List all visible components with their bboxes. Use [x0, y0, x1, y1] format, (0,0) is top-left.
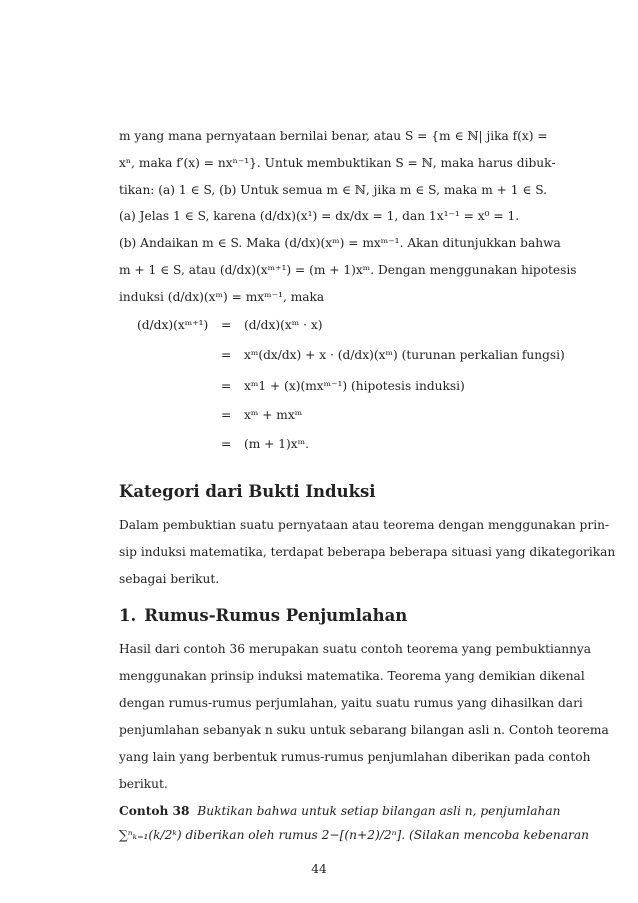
- subsection-line-1: Hasil dari contoh 36 merupakan suatu contoh teorema yang pembuktiannya: [119, 642, 592, 656]
- subsection-heading: [119, 606, 407, 625]
- derivation-step-1: (d/dx)(xᵐ · x): [244, 318, 323, 332]
- section-line-1: Dalam pembuktian suatu pernyataan atau teorema dengan menggunakan prin-: [119, 518, 610, 532]
- derivation-lhs: (d/dx)(xᵐ⁺¹): [137, 318, 209, 332]
- intro-line-3: tikan: (a) 1 ∈ S, (b) Untuk semua m ∈ ℕ, jika m ∈ S, maka m + 1 ∈ S.: [119, 183, 548, 197]
- example-statement: Buktikan bahwa untuk setiap bilangan asli n, penjumlahan: [197, 804, 561, 818]
- subsection-line-6: berikut.: [119, 777, 168, 791]
- subsection-number: 1.: [119, 606, 137, 625]
- subsection-line-2: menggunakan prinsip induksi matematika. Teorema yang demikian dikenal: [119, 669, 585, 683]
- derivation-step-2: xᵐ(dx/dx) + x · (d/dx)(xᵐ) (turunan perkalian fungsi): [244, 348, 565, 362]
- derivation-equals-2: =: [221, 348, 232, 362]
- subsection-line-3: dengan rumus-rumus perjumlahan, yaitu suatu rumus yang dihasilkan dari: [119, 696, 583, 710]
- subsection-title: Rumus-Rumus Penjumlahan: [144, 606, 408, 625]
- example-line-1: [119, 803, 561, 819]
- example-label: Contoh 38: [119, 804, 190, 818]
- intro-line-5: (b) Andaikan m ∈ S. Maka (d/dx)(xᵐ) = mxᵐ⁻¹. Akan ditunjukkan bahwa: [119, 236, 561, 250]
- derivation-step-4: xᵐ + mxᵐ: [244, 408, 303, 422]
- derivation-step-3: xᵐ1 + (x)(mxᵐ⁻¹) (hipotesis induksi): [244, 379, 465, 393]
- derivation-equals-5: =: [221, 437, 232, 451]
- intro-line-2: xⁿ, maka f′(x) = nxⁿ⁻¹}. Untuk membuktikan S = ℕ, maka harus dibuk-: [119, 156, 556, 170]
- derivation-step-5: (m + 1)xᵐ.: [244, 437, 310, 451]
- subsection-line-4: penjumlahan sebanyak n suku untuk sebarang bilangan asli n. Contoh teorema: [119, 723, 609, 737]
- section-line-2: sip induksi matematika, terdapat beberapa beberapa situasi yang dikategorikan: [119, 545, 616, 559]
- intro-line-1: m yang mana pernyataan bernilai benar, atau S = {m ∈ ℕ| jika f(x) =: [119, 129, 548, 143]
- intro-line-4: (a) Jelas 1 ∈ S, karena (d/dx)(x¹) = dx/dx = 1, dan 1x¹⁻¹ = x⁰ = 1.: [119, 209, 520, 223]
- subsection-line-5: yang lain yang berbentuk rumus-rumus penjumlahan diberikan pada contoh: [119, 750, 591, 764]
- derivation-equals-1: =: [221, 318, 232, 332]
- section-line-3: sebagai berikut.: [119, 572, 220, 586]
- section-heading: Kategori dari Bukti Induksi: [119, 482, 376, 501]
- intro-line-7: induksi (d/dx)(xᵐ) = mxᵐ⁻¹, maka: [119, 290, 325, 304]
- page-number: 44: [311, 862, 327, 876]
- derivation-equals-3: =: [221, 379, 232, 393]
- intro-line-6: m + 1 ∈ S, atau (d/dx)(xᵐ⁺¹) = (m + 1)xᵐ. Dengan menggunakan hipotesis: [119, 263, 577, 277]
- derivation-equals-4: =: [221, 408, 232, 422]
- example-line-2: ∑ⁿₖ₌₁(k/2ᵏ) diberikan oleh rumus 2−[(n+2)/2ⁿ]. (Silakan mencoba kebenaran: [119, 828, 589, 842]
